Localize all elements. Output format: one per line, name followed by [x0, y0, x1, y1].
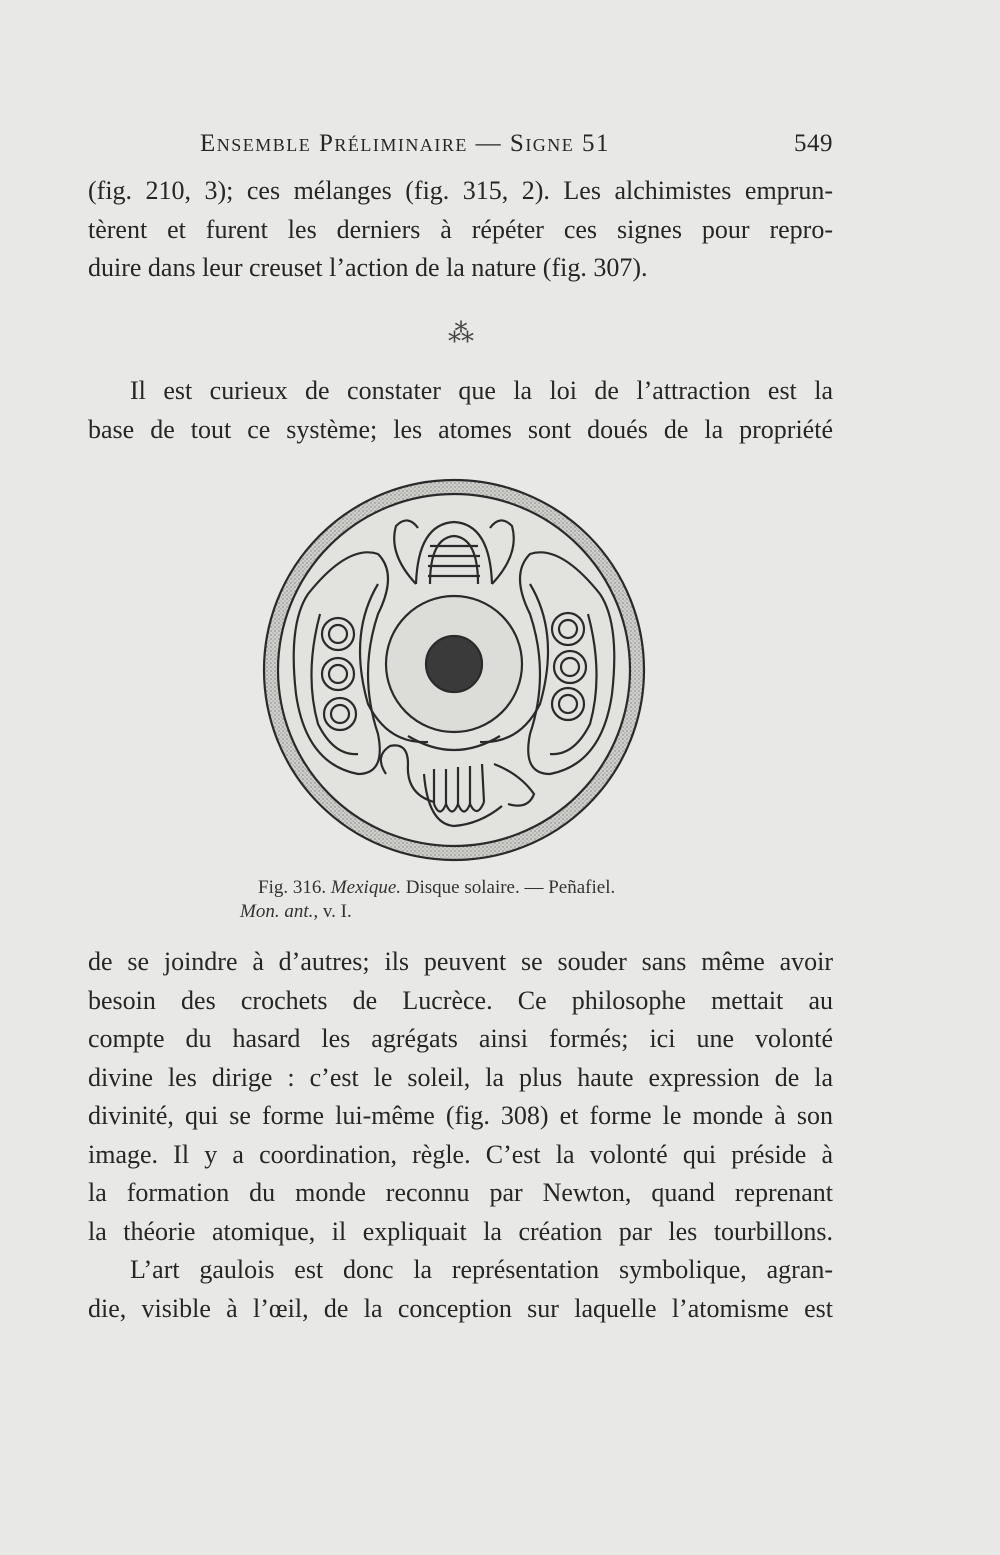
text-line: L’art gaulois est donc la représentation symbolique, agran- — [130, 1255, 833, 1284]
sun-core — [426, 636, 482, 692]
paragraph-attraction — [88, 372, 833, 449]
solar-disc-figure — [258, 474, 650, 866]
running-header — [88, 130, 833, 164]
text-line: besoin des crochets de Lucrèce. Ce philosophe mettait au — [88, 985, 833, 1015]
text-line: de se joindre à d’autres; ils peuvent se souder sans même avoir — [88, 947, 833, 976]
text-line: (fig. 210, 3); ces mélanges (fig. 315, 2). Les alchimistes emprun- — [88, 176, 833, 205]
text-line: tèrent et furent les derniers à répéter ces signes pour repro- — [88, 214, 833, 244]
solar-disc-illustration — [258, 474, 650, 866]
text-line: duire dans leur creuset l’action de la nature (fig. 307). — [88, 253, 648, 282]
text-line: divine les dirige : c’est le soleil, la plus haute expression de la — [88, 1062, 833, 1092]
text-line: die, visible à l’œil, de la conception sur laquelle l’atomisme est — [88, 1293, 833, 1323]
text-line: compte du hasard les agrégats ainsi formés; ici une volonté — [88, 1024, 833, 1053]
paragraph-alchemists — [88, 172, 833, 288]
caption-fig-number: Fig. 316. — [258, 877, 327, 898]
asterism-glyph: ⁂ — [448, 319, 474, 348]
page-number: 549 — [794, 130, 833, 157]
text-line: la théorie atomique, il expliquait la création par les tourbillons. — [88, 1216, 833, 1246]
paragraph-lucrece — [88, 943, 833, 1328]
caption-source: Mon. ant., — [240, 901, 319, 922]
asterism-separator — [436, 316, 486, 352]
caption-volume: v. I. — [322, 901, 352, 922]
text-line: la formation du monde reconnu par Newton, quand reprenant — [88, 1178, 833, 1207]
text-line: base de tout ce système; les atomes sont doués de la propriété — [88, 414, 833, 444]
figure-caption — [258, 876, 818, 900]
text-line: Il est curieux de constater que la loi de l’attraction est la — [130, 376, 833, 405]
caption-description: Disque solaire. — Peñafiel. — [405, 877, 616, 898]
figure-caption-source — [240, 900, 800, 924]
text-line: image. Il y a coordination, règle. C’est la volonté qui préside à — [88, 1139, 833, 1169]
running-title: Ensemble Préliminaire — Signe 51 — [200, 130, 611, 157]
caption-place: Mexique. — [330, 877, 402, 898]
text-line: divinité, qui se forme lui-même (fig. 308) et forme le monde à son — [88, 1101, 833, 1130]
